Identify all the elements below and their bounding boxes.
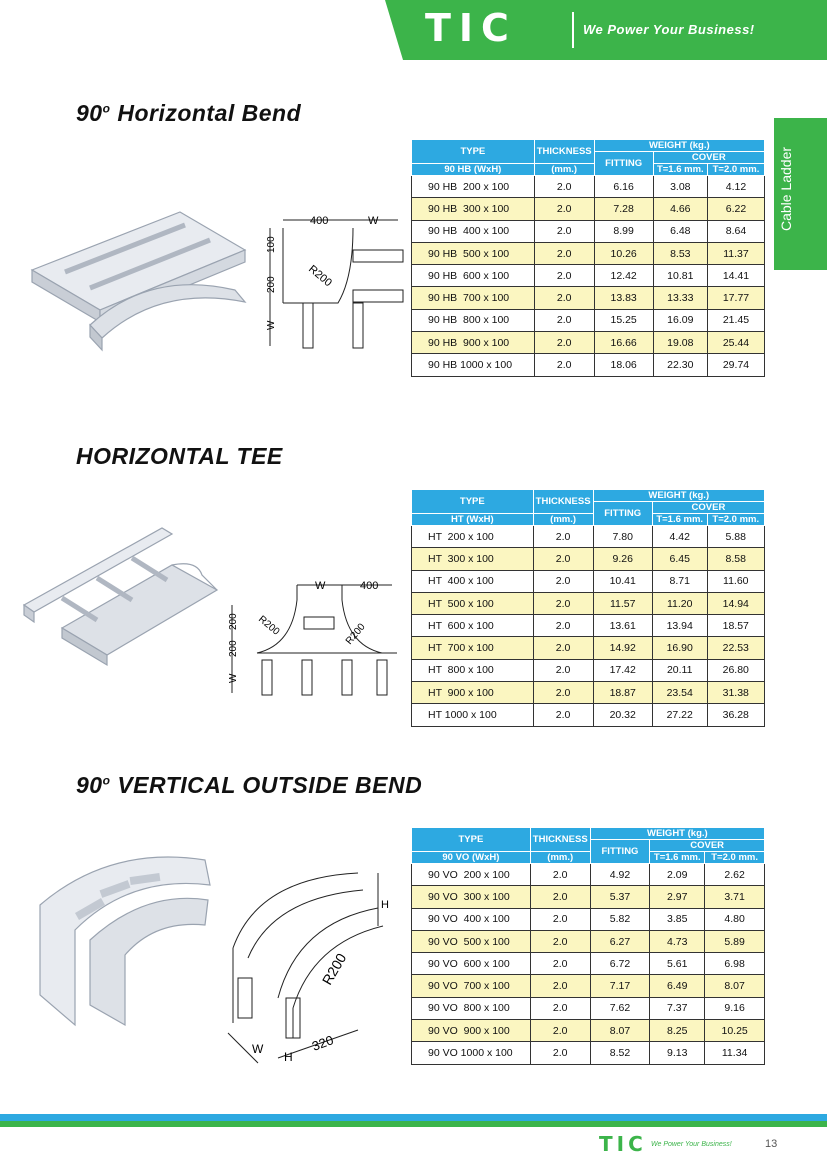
col-header-weight: WEIGHT (kg.) xyxy=(594,140,764,152)
dim-label: H xyxy=(284,1050,293,1064)
footer-slogan: We Power Your Business! xyxy=(651,1141,732,1148)
table-row xyxy=(412,659,765,681)
cell-thickness: 2.0 xyxy=(533,682,593,704)
dim-label: 400 xyxy=(360,580,379,592)
category-tab-label: Cable Ladder xyxy=(778,146,794,232)
cell-cover-t20: 11.37 xyxy=(707,242,764,264)
degree-mark: o xyxy=(102,773,111,788)
cell-cover-t20: 5.88 xyxy=(707,526,764,548)
cell-type: 90 VO 400 x 100 xyxy=(412,908,531,930)
table-row xyxy=(412,242,765,264)
cell-type: 90 VO 800 x 100 xyxy=(412,997,531,1019)
col-header-fitting: FITTING xyxy=(590,840,650,864)
col-header-t16: T=1.6 mm. xyxy=(650,852,705,864)
cell-thickness: 2.0 xyxy=(533,548,593,570)
table-row xyxy=(412,332,765,354)
cell-cover-t16: 27.22 xyxy=(652,704,707,726)
cell-cover-t16: 8.25 xyxy=(650,1020,705,1042)
cell-thickness: 2.0 xyxy=(530,997,590,1019)
cell-type: 90 HB 200 x 100 xyxy=(412,176,535,198)
col-header-thickness: THICKNESS xyxy=(530,828,590,852)
cell-thickness: 2.0 xyxy=(530,864,590,886)
table-row xyxy=(412,309,765,331)
cell-cover-t16: 8.53 xyxy=(653,242,707,264)
cell-thickness: 2.0 xyxy=(534,265,594,287)
cell-type: 90 VO 300 x 100 xyxy=(412,886,531,908)
cell-cover-t20: 11.60 xyxy=(707,570,764,592)
cell-type: 90 HB 300 x 100 xyxy=(412,198,535,220)
col-header-type: TYPE xyxy=(412,828,531,852)
cell-fitting: 10.41 xyxy=(593,570,652,592)
cell-cover-t16: 16.90 xyxy=(652,637,707,659)
cell-thickness: 2.0 xyxy=(530,1020,590,1042)
table-row xyxy=(412,682,765,704)
cell-type: HT 900 x 100 xyxy=(412,682,534,704)
cell-thickness: 2.0 xyxy=(534,176,594,198)
table-body xyxy=(412,864,765,1065)
table-row xyxy=(412,1042,765,1064)
cell-thickness: 2.0 xyxy=(530,953,590,975)
dim-label: R200 xyxy=(306,263,334,290)
cell-thickness: 2.0 xyxy=(534,354,594,376)
cell-type: 90 HB 400 x 100 xyxy=(412,220,535,242)
page-number: 13 xyxy=(765,1138,778,1150)
col-header-weight: WEIGHT (kg.) xyxy=(593,490,764,502)
col-header-type-sub: HT (WxH) xyxy=(412,514,534,526)
cell-cover-t20: 11.34 xyxy=(705,1042,765,1064)
spec-table-horizontal-bend xyxy=(411,139,765,377)
cell-fitting: 7.62 xyxy=(590,997,650,1019)
cell-fitting: 5.82 xyxy=(590,908,650,930)
table-row xyxy=(412,592,765,614)
cell-fitting: 8.52 xyxy=(590,1042,650,1064)
cell-cover-t20: 8.58 xyxy=(707,548,764,570)
header-divider xyxy=(572,12,574,48)
col-header-t20: T=2.0 mm. xyxy=(707,514,764,526)
footer-tic-logo: TIC xyxy=(599,1132,647,1156)
cell-cover-t20: 3.71 xyxy=(705,886,765,908)
table-row xyxy=(412,176,765,198)
footer-bar-green xyxy=(0,1121,827,1127)
header-slogan: We Power Your Business! xyxy=(583,22,755,37)
cell-cover-t16: 5.61 xyxy=(650,953,705,975)
cell-cover-t16: 2.09 xyxy=(650,864,705,886)
cell-thickness: 2.0 xyxy=(534,242,594,264)
cell-fitting: 4.92 xyxy=(590,864,650,886)
cell-cover-t20: 31.38 xyxy=(707,682,764,704)
vertical-outside-bend-drawing xyxy=(218,858,413,1083)
cell-type: HT 700 x 100 xyxy=(412,637,534,659)
cell-fitting: 13.83 xyxy=(594,287,653,309)
dim-label: 200 xyxy=(228,613,239,630)
footer-bar-blue xyxy=(0,1114,827,1121)
col-header-weight: WEIGHT (kg.) xyxy=(590,828,764,840)
cell-fitting: 7.17 xyxy=(590,975,650,997)
cell-cover-t16: 6.49 xyxy=(650,975,705,997)
cell-type: 90 HB 900 x 100 xyxy=(412,332,535,354)
table-body xyxy=(412,526,765,727)
cell-type: 90 HB 500 x 100 xyxy=(412,242,535,264)
col-header-type-sub: 90 VO (WxH) xyxy=(412,852,531,864)
cell-cover-t16: 6.48 xyxy=(653,220,707,242)
section-title-horizontal-bend xyxy=(76,100,301,127)
cell-cover-t16: 19.08 xyxy=(653,332,707,354)
cell-thickness: 2.0 xyxy=(534,198,594,220)
horizontal-bend-illustration xyxy=(30,210,255,360)
cell-thickness: 2.0 xyxy=(533,615,593,637)
cell-cover-t20: 10.25 xyxy=(705,1020,765,1042)
cell-cover-t16: 9.13 xyxy=(650,1042,705,1064)
table-row xyxy=(412,908,765,930)
cell-cover-t20: 5.89 xyxy=(705,930,765,952)
dim-label: W xyxy=(315,580,326,592)
header-banner xyxy=(385,0,827,60)
dim-label: 100 xyxy=(266,236,277,253)
cell-cover-t16: 4.42 xyxy=(652,526,707,548)
tic-logo: TIC xyxy=(425,6,517,50)
table-row xyxy=(412,265,765,287)
cell-cover-t20: 2.62 xyxy=(705,864,765,886)
table-row xyxy=(412,548,765,570)
table-row xyxy=(412,864,765,886)
cell-cover-t16: 22.30 xyxy=(653,354,707,376)
cell-type: 90 VO 200 x 100 xyxy=(412,864,531,886)
table-row xyxy=(412,886,765,908)
dim-label: R200 xyxy=(343,621,368,647)
category-tab xyxy=(774,118,827,270)
cell-type: HT 600 x 100 xyxy=(412,615,534,637)
col-header-t16: T=1.6 mm. xyxy=(653,164,707,176)
cell-cover-t16: 10.81 xyxy=(653,265,707,287)
horizontal-tee-drawing xyxy=(222,575,412,700)
cell-thickness: 2.0 xyxy=(533,704,593,726)
cell-type: 90 VO 600 x 100 xyxy=(412,953,531,975)
dim-label: 200 xyxy=(266,276,277,293)
table-row xyxy=(412,637,765,659)
col-header-thickness: THICKNESS xyxy=(533,490,593,514)
cell-thickness: 2.0 xyxy=(534,309,594,331)
col-header-fitting: FITTING xyxy=(593,502,652,526)
col-header-cover: COVER xyxy=(653,152,764,164)
cell-cover-t20: 26.80 xyxy=(707,659,764,681)
cell-cover-t20: 22.53 xyxy=(707,637,764,659)
cell-cover-t20: 14.94 xyxy=(707,592,764,614)
col-header-type: TYPE xyxy=(412,490,534,514)
table-row xyxy=(412,220,765,242)
col-header-type-sub: 90 HB (WxH) xyxy=(412,164,535,176)
cell-cover-t20: 4.12 xyxy=(707,176,764,198)
cell-cover-t16: 6.45 xyxy=(652,548,707,570)
cell-type: HT 800 x 100 xyxy=(412,659,534,681)
cell-type: HT 200 x 100 xyxy=(412,526,534,548)
table-row xyxy=(412,997,765,1019)
cell-fitting: 6.27 xyxy=(590,930,650,952)
section-title-number: 90 xyxy=(76,100,103,126)
table-row xyxy=(412,975,765,997)
dim-label: R200 xyxy=(256,613,282,638)
table-body xyxy=(412,176,765,377)
cell-thickness: 2.0 xyxy=(533,659,593,681)
spec-table-vertical-outside-bend xyxy=(411,827,765,1065)
section-title-text: Horizontal Bend xyxy=(110,100,302,126)
col-header-type: TYPE xyxy=(412,140,535,164)
cell-cover-t20: 36.28 xyxy=(707,704,764,726)
cell-thickness: 2.0 xyxy=(530,886,590,908)
cell-cover-t20: 8.07 xyxy=(705,975,765,997)
col-header-t20: T=2.0 mm. xyxy=(707,164,764,176)
spec-table-horizontal-tee xyxy=(411,489,765,727)
vertical-outside-bend-illustration xyxy=(30,845,220,1030)
cell-fitting: 6.72 xyxy=(590,953,650,975)
cell-fitting: 15.25 xyxy=(594,309,653,331)
cell-cover-t16: 3.85 xyxy=(650,908,705,930)
dim-label: 320 xyxy=(309,1032,336,1054)
cell-cover-t16: 4.66 xyxy=(653,198,707,220)
cell-cover-t20: 25.44 xyxy=(707,332,764,354)
cell-fitting: 17.42 xyxy=(593,659,652,681)
col-header-thickness: THICKNESS xyxy=(534,140,594,164)
cell-fitting: 6.16 xyxy=(594,176,653,198)
cell-cover-t16: 4.73 xyxy=(650,930,705,952)
cell-fitting: 11.57 xyxy=(593,592,652,614)
cell-thickness: 2.0 xyxy=(534,332,594,354)
cell-type: HT 300 x 100 xyxy=(412,548,534,570)
col-header-fitting: FITTING xyxy=(594,152,653,176)
table-row xyxy=(412,615,765,637)
table-row xyxy=(412,526,765,548)
table-row xyxy=(412,953,765,975)
cell-cover-t16: 3.08 xyxy=(653,176,707,198)
degree-mark: o xyxy=(102,101,111,116)
cell-fitting: 20.32 xyxy=(593,704,652,726)
cell-thickness: 2.0 xyxy=(530,930,590,952)
cell-thickness: 2.0 xyxy=(534,287,594,309)
cell-cover-t20: 29.74 xyxy=(707,354,764,376)
cell-cover-t16: 2.97 xyxy=(650,886,705,908)
cell-type: 90 HB 1000 x 100 xyxy=(412,354,535,376)
cell-fitting: 10.26 xyxy=(594,242,653,264)
dim-label: W xyxy=(266,320,277,330)
col-header-cover: COVER xyxy=(650,840,765,852)
dim-label: W xyxy=(228,673,239,683)
cell-cover-t16: 13.94 xyxy=(652,615,707,637)
col-header-t16: T=1.6 mm. xyxy=(652,514,707,526)
cell-fitting: 5.37 xyxy=(590,886,650,908)
col-header-t20: T=2.0 mm. xyxy=(705,852,765,864)
cell-fitting: 8.99 xyxy=(594,220,653,242)
cell-thickness: 2.0 xyxy=(530,975,590,997)
cell-type: 90 VO 1000 x 100 xyxy=(412,1042,531,1064)
col-header-thickness-sub: (mm.) xyxy=(533,514,593,526)
cell-fitting: 16.66 xyxy=(594,332,653,354)
cell-type: 90 VO 700 x 100 xyxy=(412,975,531,997)
cell-fitting: 8.07 xyxy=(590,1020,650,1042)
cell-cover-t20: 8.64 xyxy=(707,220,764,242)
cell-fitting: 13.61 xyxy=(593,615,652,637)
cell-type: 90 HB 800 x 100 xyxy=(412,309,535,331)
cell-thickness: 2.0 xyxy=(533,570,593,592)
cell-fitting: 18.06 xyxy=(594,354,653,376)
horizontal-bend-drawing xyxy=(258,208,408,358)
table-row xyxy=(412,704,765,726)
cell-thickness: 2.0 xyxy=(533,592,593,614)
cell-cover-t20: 17.77 xyxy=(707,287,764,309)
cell-cover-t16: 8.71 xyxy=(652,570,707,592)
cell-fitting: 18.87 xyxy=(593,682,652,704)
cell-thickness: 2.0 xyxy=(530,1042,590,1064)
cell-cover-t20: 6.22 xyxy=(707,198,764,220)
table-row xyxy=(412,570,765,592)
dim-label: W xyxy=(368,215,379,227)
cell-cover-t20: 9.16 xyxy=(705,997,765,1019)
table-row xyxy=(412,198,765,220)
section-title-vertical-outside-bend xyxy=(76,772,422,799)
cell-cover-t20: 6.98 xyxy=(705,953,765,975)
cell-fitting: 14.92 xyxy=(593,637,652,659)
cell-cover-t20: 18.57 xyxy=(707,615,764,637)
table-row xyxy=(412,354,765,376)
cell-thickness: 2.0 xyxy=(530,908,590,930)
col-header-thickness-sub: (mm.) xyxy=(534,164,594,176)
col-header-thickness-sub: (mm.) xyxy=(530,852,590,864)
cell-fitting: 12.42 xyxy=(594,265,653,287)
section-title-number: 90 xyxy=(76,772,103,798)
table-row xyxy=(412,930,765,952)
cell-cover-t20: 14.41 xyxy=(707,265,764,287)
col-header-cover: COVER xyxy=(652,502,764,514)
cell-cover-t16: 20.11 xyxy=(652,659,707,681)
cell-fitting: 7.80 xyxy=(593,526,652,548)
cell-thickness: 2.0 xyxy=(534,220,594,242)
table-row xyxy=(412,1020,765,1042)
dim-label: H xyxy=(381,899,389,911)
cell-cover-t16: 13.33 xyxy=(653,287,707,309)
cell-type: HT 400 x 100 xyxy=(412,570,534,592)
cell-cover-t20: 21.45 xyxy=(707,309,764,331)
cell-cover-t16: 16.09 xyxy=(653,309,707,331)
cell-type: 90 HB 700 x 100 xyxy=(412,287,535,309)
dim-label: 400 xyxy=(310,215,329,227)
cell-type: 90 VO 500 x 100 xyxy=(412,930,531,952)
section-title-horizontal-tee: HORIZONTAL TEE xyxy=(76,443,283,469)
cell-type: 90 HB 600 x 100 xyxy=(412,265,535,287)
cell-thickness: 2.0 xyxy=(533,526,593,548)
cell-thickness: 2.0 xyxy=(533,637,593,659)
cell-type: HT 1000 x 100 xyxy=(412,704,534,726)
cell-cover-t16: 11.20 xyxy=(652,592,707,614)
horizontal-tee-illustration xyxy=(22,520,222,670)
cell-fitting: 7.28 xyxy=(594,198,653,220)
cell-type: HT 500 x 100 xyxy=(412,592,534,614)
cell-cover-t16: 23.54 xyxy=(652,682,707,704)
dim-label: W xyxy=(252,1042,264,1056)
section-title-text: VERTICAL OUTSIDE BEND xyxy=(110,772,423,798)
cell-cover-t20: 4.80 xyxy=(705,908,765,930)
dim-label: R200 xyxy=(318,950,350,988)
cell-cover-t16: 7.37 xyxy=(650,997,705,1019)
dim-label: 200 xyxy=(228,640,239,657)
table-row xyxy=(412,287,765,309)
cell-type: 90 VO 900 x 100 xyxy=(412,1020,531,1042)
cell-fitting: 9.26 xyxy=(593,548,652,570)
